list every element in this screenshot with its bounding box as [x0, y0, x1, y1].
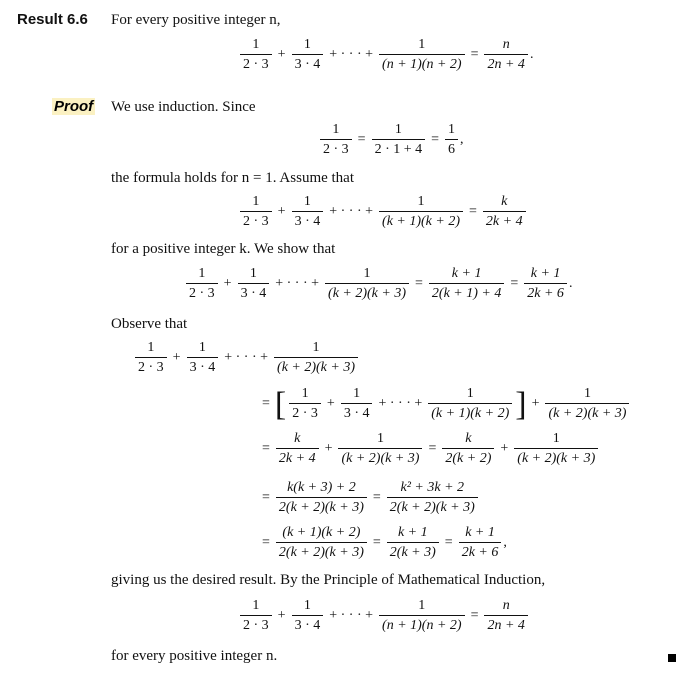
chain-line-3: = $\frac{k}{2k + 4}$ + $\frac{1}{(k + 2)(k + 3)}$ = $\frac{k}{2(k + 2)}$ + $\frac{1}{(k + 2)(k + 3)}$ [258, 431, 600, 466]
base-case-equation: $\frac{1}{2 \cdot 3}$ = $\frac{1}{2 \cdot 1 + 4}$ = $\frac{1}{6}$ , [318, 122, 464, 157]
final-text: for every positive integer n. [111, 648, 278, 664]
result-equation: $\frac{1}{2 \cdot 3}$ + $\frac{1}{3 \cdot 4}$ + · · · + $\frac{1}{(n + 1)(n + 2)}$ = $\frac{n}{2n + 4}$ . [238, 37, 533, 72]
proof-intro: We use induction. Since [111, 99, 256, 115]
hypothesis-equation: $\frac{1}{2 \cdot 3}$ + $\frac{1}{3 \cdot 4}$ + · · · + $\frac{1}{(k + 1)(k + 2)}$ = $\frac{k}{2k + 4}$ [238, 194, 528, 229]
chain-line-1: $\frac{1}{2 \cdot 3}$ + $\frac{1}{3 \cdot 4}$ + · · · + $\frac{1}{(k + 2)(k + 3)}$ [133, 340, 360, 375]
chain-line-5: = $\frac{(k + 1)(k + 2)}{2(k + 2)(k + 3)}$ = $\frac{k + 1}{2(k + 3)}$ = $\frac{k + 1}{2k + 6}$ , [262, 525, 507, 560]
final-equation: $\frac{1}{2 \cdot 3}$ + $\frac{1}{3 \cdot 4}$ + · · · + $\frac{1}{(n + 1)(n + 2)}$ = $\frac{n}{2n + 4}$ [238, 598, 530, 633]
conclusion-text: giving us the desired result. By the Principle of Mathematical Induction, [111, 572, 546, 588]
chain-line-2: = [ $\frac{1}{2 \cdot 3}$ + $\frac{1}{3 \cdot 4}$ + · · · + $\frac{1}{(k + 1)(k + 2)}$ ] + $\frac{1}{(k + 2)(k + 3)}$ [258, 386, 631, 421]
proof-label: Proof [54, 98, 94, 115]
chain-line-4: = $\frac{k(k + 3) + 2}{2(k + 2)(k + 3)}$ = $\frac{\text{k² + 3k + 2}}{2(k + 2)(k + 3)}$ [258, 480, 480, 515]
observe-text: Observe that [111, 316, 188, 332]
qed-square-icon [668, 654, 676, 662]
target-equation: $\frac{1}{2 \cdot 3}$ + $\frac{1}{3 \cdot 4}$ + · · · + $\frac{1}{(k + 2)(k + 3)}$ = $\frac{k + 1}{2(k + 1) + 4}$ = $\frac{k + 1}{2k + 6}$ . [184, 266, 572, 301]
assume-text: for a positive integer k. We show that [111, 241, 336, 257]
result-statement: For every positive integer n, [111, 12, 281, 28]
base-case-text: the formula holds for n = 1. Assume that [111, 170, 355, 186]
result-label: Result 6.6 [17, 11, 88, 28]
